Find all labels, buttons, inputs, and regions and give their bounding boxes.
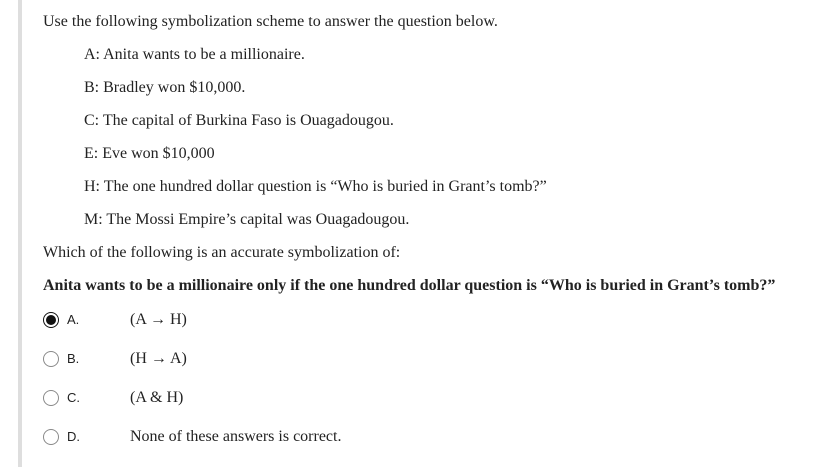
option-a-radio[interactable]	[43, 312, 59, 328]
scheme-item-e: E: Eve won $10,000	[84, 145, 215, 162]
option-b[interactable]	[42, 348, 462, 372]
scheme-item-a: A: Anita wants to be a millionaire.	[84, 46, 305, 63]
statement-text: Anita wants to be a millionaire only if the one hundred dollar question is “Who is buried in Grant’s tomb?”	[43, 277, 776, 294]
intro-text: Use the following symbolization scheme to answer the question below.	[43, 13, 498, 30]
option-b-text: (H → A)	[130, 350, 187, 367]
option-d-letter: D.	[67, 429, 80, 444]
option-a-text: (A → H)	[130, 311, 187, 328]
scheme-item-b: B: Bradley won $10,000.	[84, 79, 246, 96]
option-a[interactable]	[42, 309, 462, 333]
option-c-radio[interactable]	[43, 390, 59, 406]
scheme-item-c: C: The capital of Burkina Faso is Ouagadougou.	[84, 112, 394, 129]
option-c[interactable]	[42, 387, 462, 411]
option-d-text: None of these answers is correct.	[130, 428, 342, 445]
option-c-letter: C.	[67, 390, 80, 405]
option-a-letter: A.	[67, 312, 80, 327]
question-text: Which of the following is an accurate symbolization of:	[43, 244, 401, 261]
option-b-radio[interactable]	[43, 351, 59, 367]
option-d-radio[interactable]	[43, 429, 59, 445]
option-d[interactable]	[42, 426, 462, 450]
option-b-letter: B.	[67, 351, 80, 366]
scheme-item-h: H: The one hundred dollar question is “Who is buried in Grant’s tomb?”	[84, 178, 547, 195]
option-c-text: (A & H)	[130, 389, 184, 406]
scheme-item-m: M: The Mossi Empire’s capital was Ouagadougou.	[84, 211, 410, 228]
